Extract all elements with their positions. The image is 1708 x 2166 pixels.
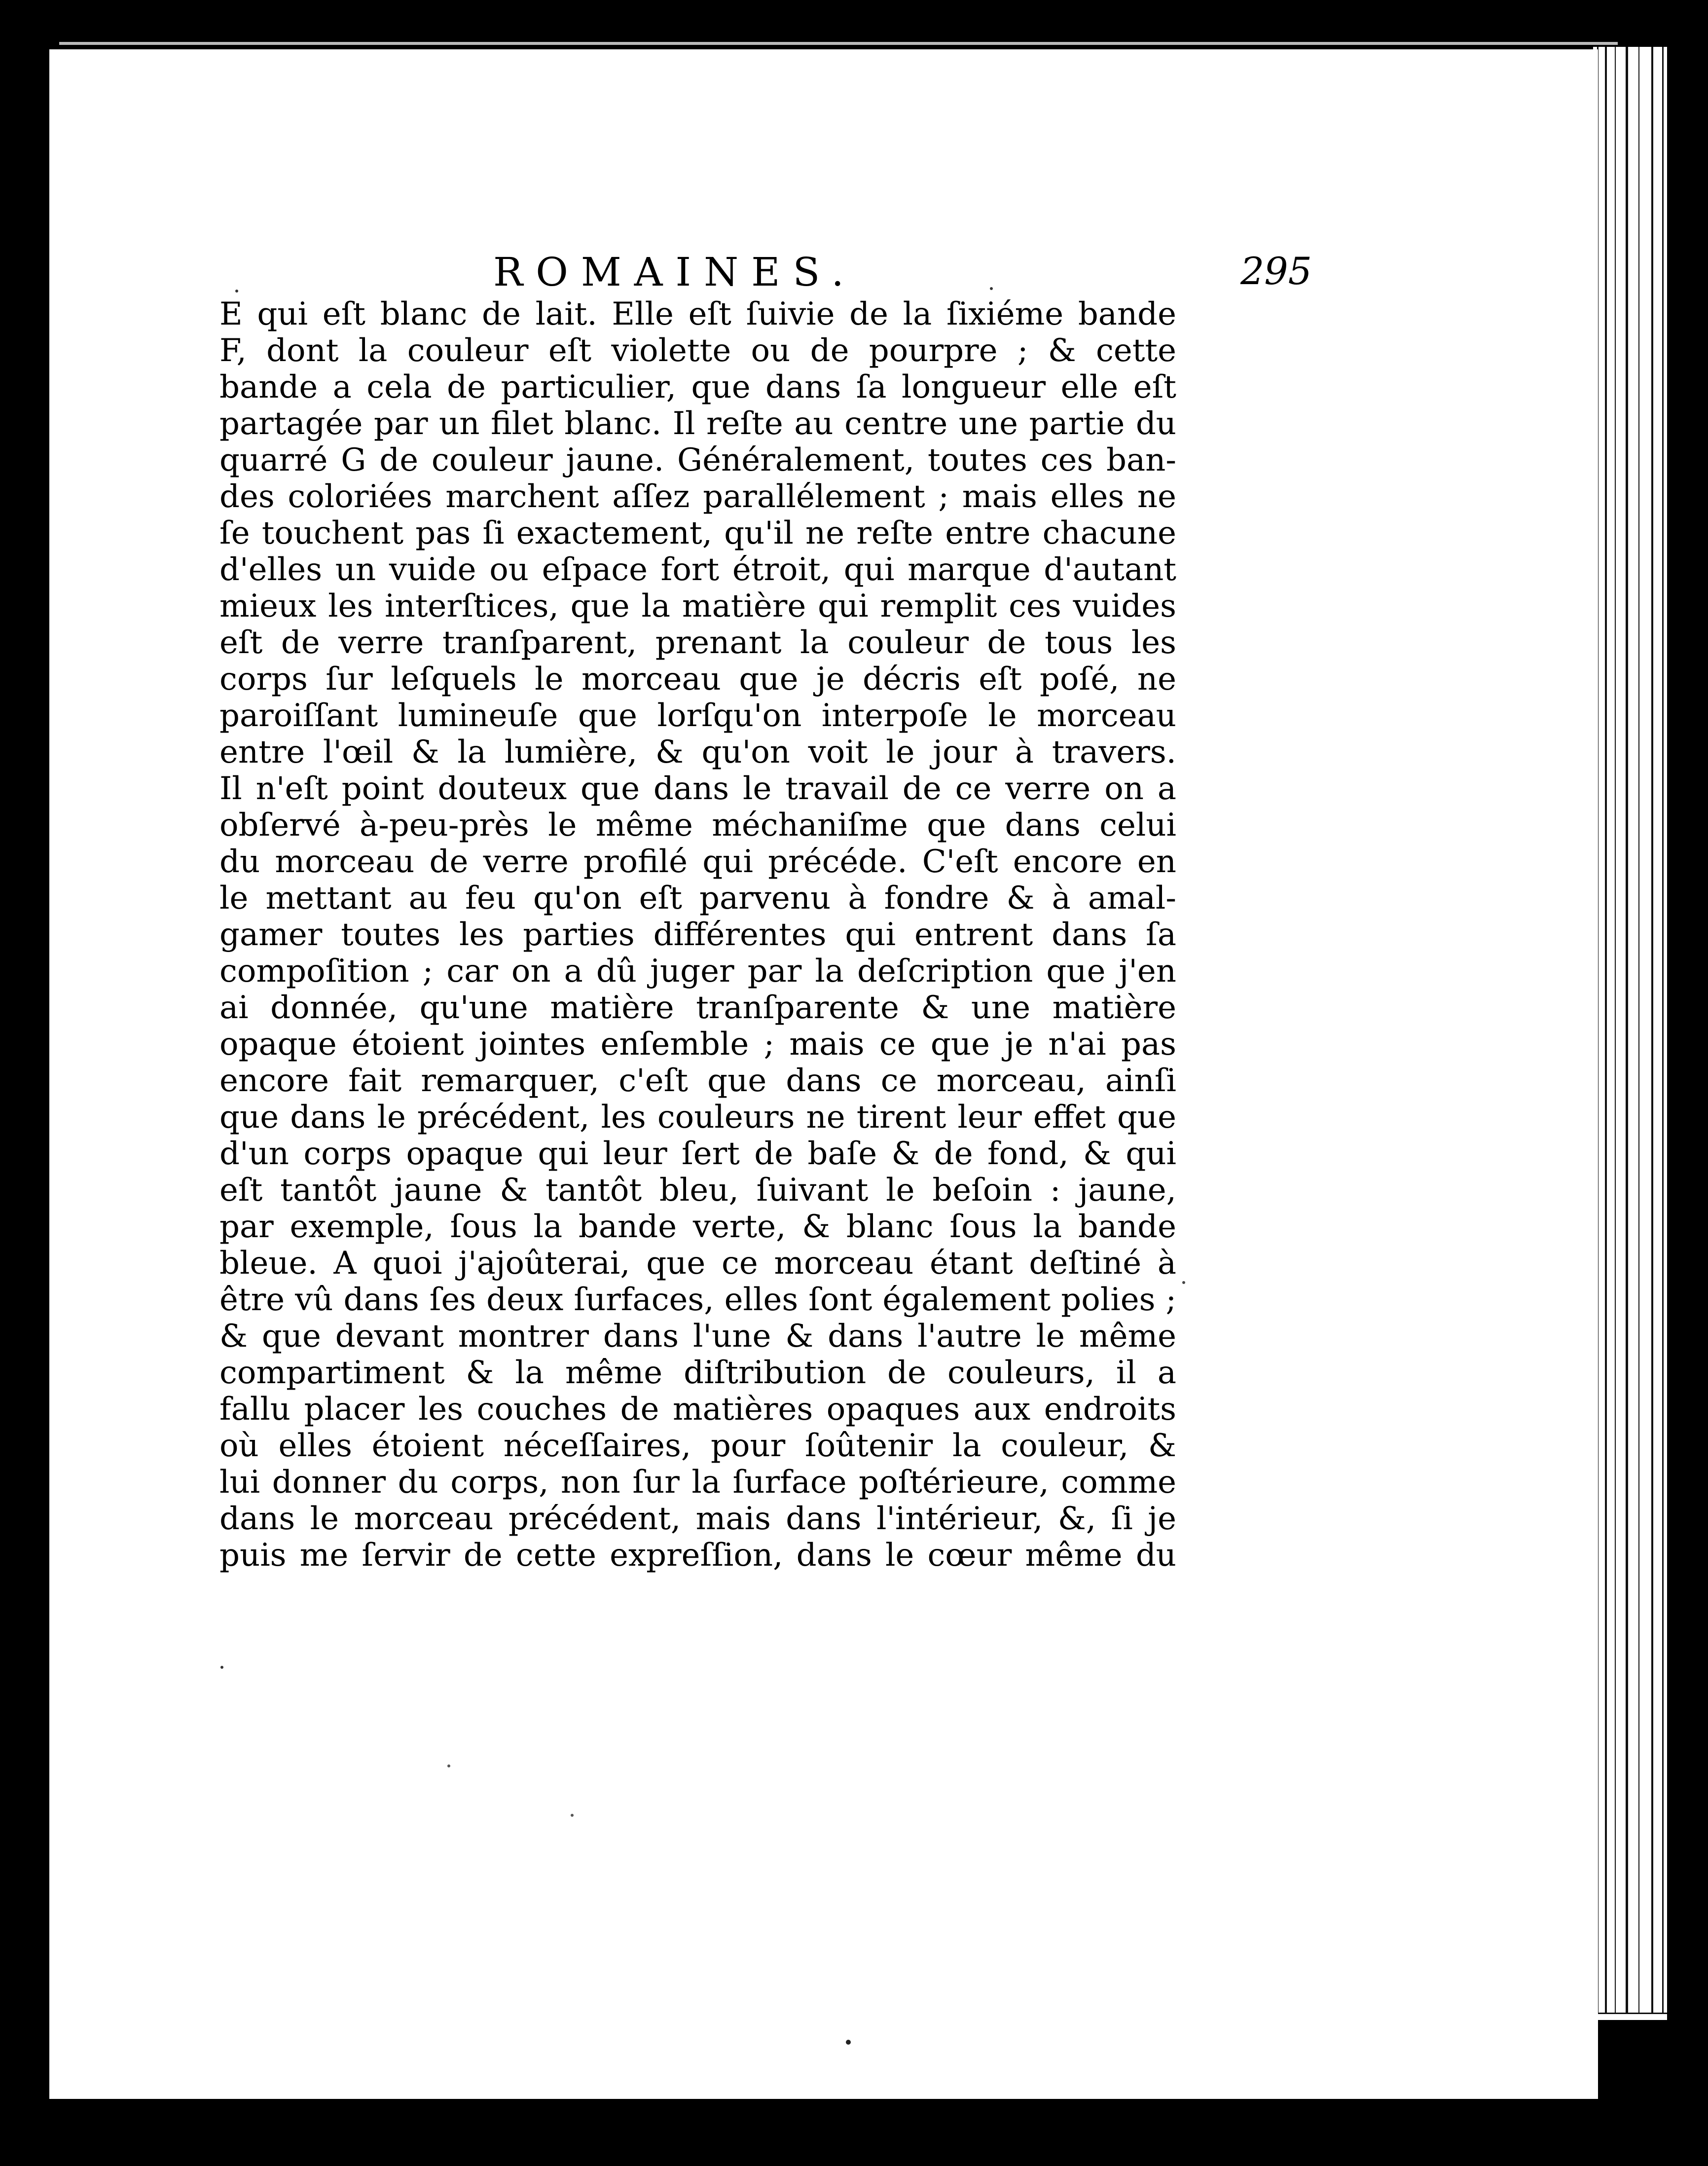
text-line: du morceau de verre profilé qui précéde. C'eſt encore en [219,844,1176,880]
text-line: lui donner du corps, non ſur la ſurface poſtérieure, comme [219,1464,1176,1501]
speck [235,290,238,293]
speck [220,1666,223,1669]
text-line: E qui eſt blanc de lait. Elle eſt ſuivie de la ſixiéme bande [219,296,1176,332]
text-line: d'elles un vuide ou eſpace fort étroit, qui marque d'autant [219,551,1176,588]
running-title: ROMAINES. [493,249,857,295]
text-line: bleue. A quoi j'ajoûterai, que ce morceau étant deſtiné à [219,1245,1176,1282]
text-line: & que devant montrer dans l'une & dans l'autre le même [219,1318,1176,1355]
page-edge-line [1626,47,1628,2020]
book-page [49,49,1598,2099]
text-line: où elles étoient néceſſaires, pour ſoûtenir la couleur, & [219,1428,1176,1464]
page-stack-bottom-edge [1593,2013,1667,2020]
text-line: ſe touchent pas ſi exactement, qu'il ne reſte entre chacune [219,515,1176,551]
text-line: F, dont la couleur eſt violette ou de pourpre ; & cette [219,332,1176,369]
text-line: compoſition ; car on a dû juger par la deſcription que j'en [219,953,1176,990]
body-text [219,296,1176,1574]
running-head [493,249,1312,303]
text-line: compartiment & la même diſtribution de couleurs, il a [219,1355,1176,1391]
text-line: obſervé à-peu-près le même méchaniſme que dans celui [219,807,1176,844]
page-edge-line [1662,47,1664,2020]
text-line: mieux les interſtices, que la matière qui remplit ces vuides [219,588,1176,624]
text-line: puis me ſervir de cette expreſſion, dans le cœur même du [219,1537,1176,1574]
text-line: d'un corps opaque qui leur ſert de baſe & de fond, & qui [219,1136,1176,1172]
text-line: des coloriées marchent aſſez parallélement ; mais elles ne [219,478,1176,515]
text-line: encore fait remarquer, c'eſt que dans ce morceau, ainſi [219,1063,1176,1099]
speck [447,1764,450,1767]
text-line: eſt de verre tranſparent, prenant la couleur de tous les [219,624,1176,661]
page-edge-line [1615,47,1616,2020]
text-line: dans le morceau précédent, mais dans l'intérieur, &, ſi je [219,1501,1176,1537]
page-stack-edge [1593,47,1667,2020]
text-line: gamer toutes les parties différentes qui entrent dans ſa [219,917,1176,953]
text-line: corps ſur leſquels le morceau que je décris eſt poſé, ne [219,661,1176,698]
page-edge-line [1651,47,1653,2020]
text-line: entre l'œil & la lumière, & qu'on voit le jour à travers. [219,734,1176,771]
text-line: Il n'eſt point douteux que dans le travail de ce verre on a [219,771,1176,807]
page-edge-line [1638,47,1639,2020]
speck [571,1814,574,1817]
text-line: opaque étoient jointes enſemble ; mais ce que je n'ai pas [219,1026,1176,1063]
text-line: bande a cela de particulier, que dans ſa longueur elle eſt [219,369,1176,405]
page-edge-line [1605,47,1607,2020]
text-line: le mettant au feu qu'on eſt parvenu à fondre & à amal- [219,880,1176,917]
page-stack-top-edge [59,42,1618,45]
page-number: 295 [1240,249,1312,293]
text-line: être vû dans ſes deux ſurfaces, elles ſont également polies ; [219,1282,1176,1318]
speck [846,2040,851,2045]
text-line: fallu placer les couches de matières opaques aux endroits [219,1391,1176,1428]
text-line: par exemple, ſous la bande verte, & blanc ſous la bande [219,1209,1176,1245]
text-line: eſt tantôt jaune & tantôt bleu, ſuivant le beſoin : jaune, [219,1172,1176,1209]
text-line: quarré G de couleur jaune. Généralement, toutes ces ban- [219,442,1176,478]
text-line: ai donnée, qu'une matière tranſparente & une matière [219,990,1176,1026]
text-line: que dans le précédent, les couleurs ne tirent leur effet que [219,1099,1176,1136]
speck [1182,1281,1185,1284]
text-line: partagée par un filet blanc. Il reſte au centre une partie du [219,405,1176,442]
text-line: paroiſſant lumineuſe que lorſqu'on interpoſe le morceau [219,698,1176,734]
